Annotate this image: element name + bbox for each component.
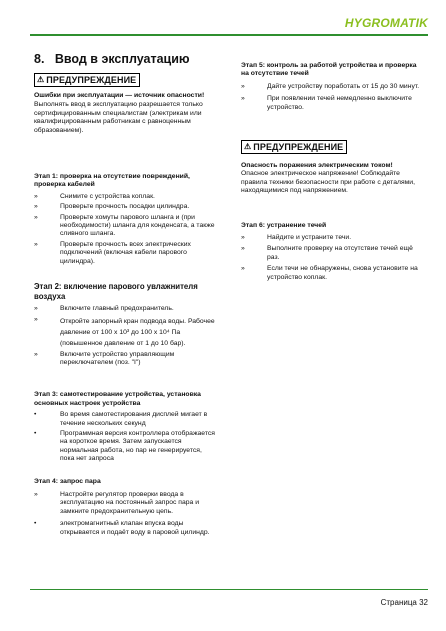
page-number: Страница 32 <box>380 598 428 607</box>
warning-box-1 <box>34 73 217 87</box>
step-5-list <box>241 83 423 112</box>
chapter-heading <box>34 52 190 66</box>
list-item: » Проверьте прочность всех электрических подключений (включая кабели парового цилиндра). <box>34 240 191 265</box>
list-item: » Снимите с устройства коплак. <box>34 192 155 200</box>
list-item: » Включите главный предохранитель. <box>34 305 174 313</box>
step-4-list <box>34 491 217 537</box>
list-item: • Во время самотестирования дисплей мигает в течение нескольких секунд <box>34 411 208 427</box>
list-item: » При появлении течей немедленно выключите устройство. <box>241 95 412 111</box>
list-item: » Найдите и устраните течи. <box>241 234 352 242</box>
step-4-title: Этап 4: запрос пара <box>34 477 101 485</box>
chapter-number: 8. <box>34 52 45 66</box>
step-3-list <box>34 411 217 463</box>
header-divider <box>30 34 428 36</box>
step-6-title: Этап 6: устранение течей <box>241 221 327 229</box>
list-item: » Проверьте хомуты парового шланга и (при необходимости) шланга для конденсата, а также сливного шланга. <box>34 213 215 238</box>
list-item: » Если течи не обнаружены, снова установите на устройство коплак. <box>241 265 418 281</box>
warning-2-text: Опасное электрическое напряжение! Соблюдайте правила техники безопасности при работе с деталями, находящимися под напряжением. <box>241 170 415 195</box>
step-2-list <box>34 305 217 367</box>
step-2-title: Этап 2: включение парового увлажнителя воздуха <box>34 282 198 301</box>
warning-triangle-icon: ⚠ <box>244 142 252 152</box>
list-item: » Настройте регулятор проверки ввода в эксплуатацию на постоянный запрос пара и замкните предохранительную цепь. <box>34 490 199 515</box>
step-1-list <box>34 193 217 266</box>
list-item: » Дайте устройству поработать от 15 до 30 минут. <box>241 82 420 90</box>
list-item: • электромагнитный клапан впуска воды открывается и подаёт воду в паровой цилиндр. <box>34 520 210 536</box>
warning-1-text: Выполнять ввод в эксплуатацию разрешается только сертифицированным специалистам (электрикам или квалифицированным работникам с равноценным образованием). <box>34 101 203 134</box>
footer-divider <box>30 589 428 590</box>
list-item: » Включите устройство управляющим переключателем (поз. "I") <box>34 350 175 366</box>
warning-label-2: ⚠ ПРЕДУПРЕЖДЕНИЕ <box>241 140 347 154</box>
warning-1-title: Ошибки при эксплуатации — источник опасности! <box>34 92 205 99</box>
warning-box-2 <box>241 140 423 154</box>
right-column <box>241 62 423 282</box>
list-item: » Выполните проверку на отсутствие течей ещё раз. <box>241 245 413 261</box>
chapter-title: Ввод в эксплуатацию <box>54 52 190 66</box>
list-item: » Откройте запорный кран подвода воды. Рабочее давление от 100 x 10³ до 100 x 10⁴ Па (повышенное давление от 1 до 10 бар). <box>34 315 215 347</box>
warning-triangle-icon: ⚠ <box>37 75 45 84</box>
step-6-list <box>241 234 423 282</box>
list-item: • Программная версия контроллера отображается на короткое время. Затем запускается нормальная работа, но пар не генерируется, пока нет запроса <box>34 429 215 463</box>
left-column <box>34 73 217 537</box>
list-item: » Проверьте прочность посадки цилиндра. <box>34 203 190 211</box>
step-1-title: Этап 1: проверка на отсутствие повреждений, проверка кабелей <box>34 173 190 189</box>
brand-logo: HYGROMATIK <box>344 16 428 30</box>
step-5-title: Этап 5: контроль за работой устройства и проверка на отсутствие течей <box>241 62 417 78</box>
warning-2-title: Опасность поражения электрическим током! <box>241 162 393 170</box>
warning-label-1: ⚠ ПРЕДУПРЕЖДЕНИЕ <box>34 73 140 87</box>
step-3-title: Этап 3: самотестирование устройства, установка основных настроек устройства <box>34 391 201 407</box>
